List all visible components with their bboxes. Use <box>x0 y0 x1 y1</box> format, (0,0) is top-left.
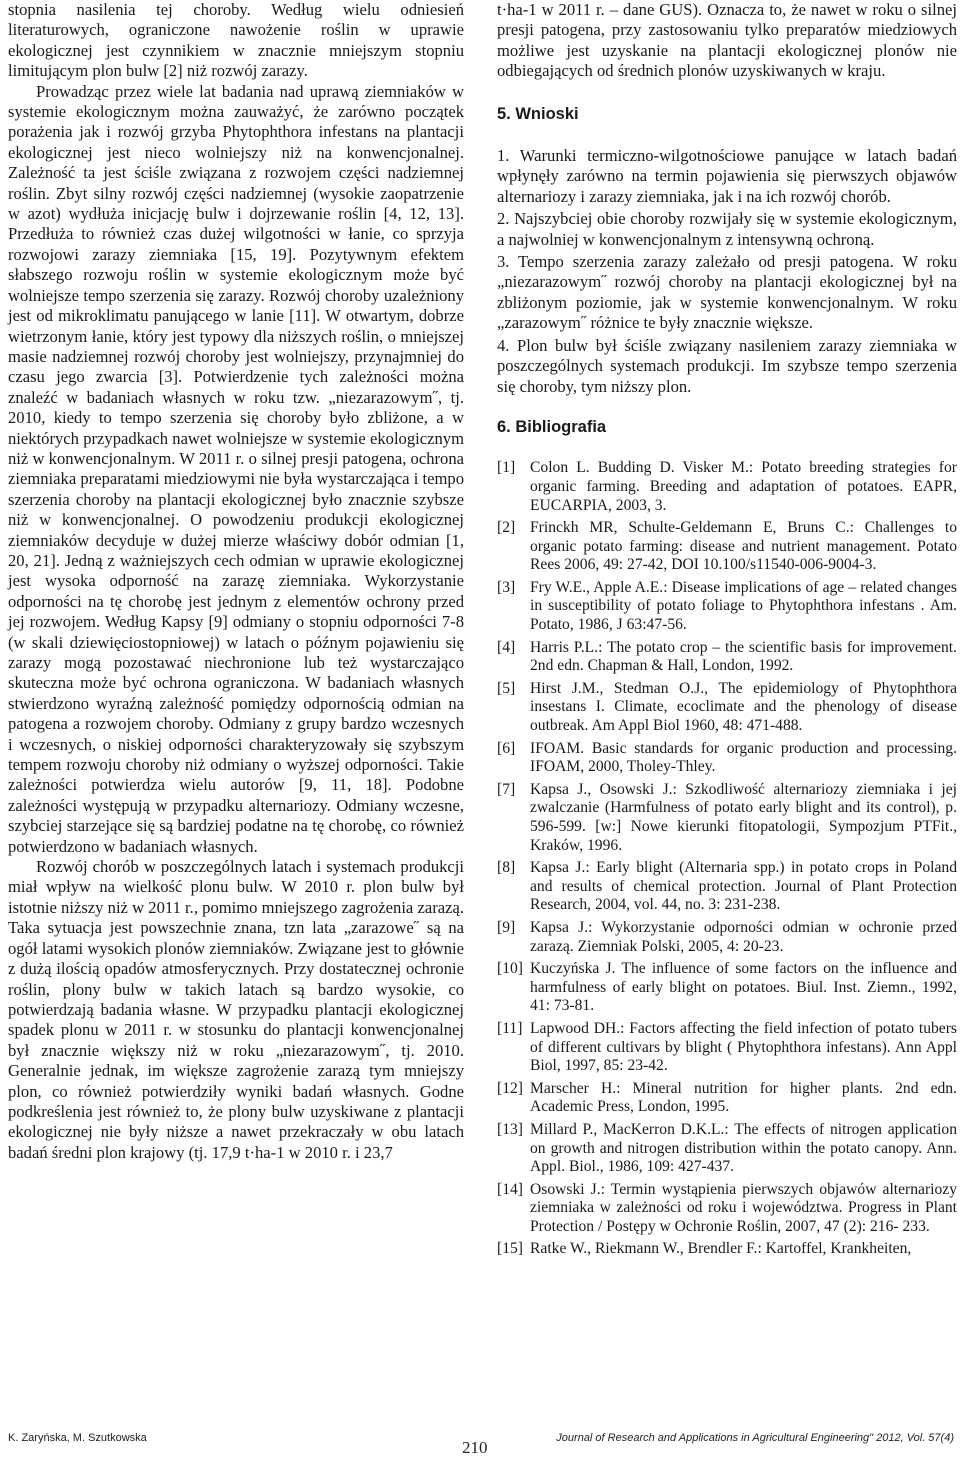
reference-number: [13] <box>497 1120 523 1138</box>
reference-item <box>497 960 957 1016</box>
reference-item <box>497 1121 957 1177</box>
right-column <box>497 0 957 1263</box>
footer-journal: Journal of Research and Applications in Agricultural Engineering" 2012, Vol. 57(4) <box>556 1432 954 1444</box>
reference-list <box>497 459 957 1259</box>
reference-number: [11] <box>497 1019 523 1037</box>
reference-item <box>497 1020 957 1076</box>
reference-item <box>497 1181 957 1237</box>
reference-text: Kapsa J.: Early blight (Alternaria spp.) in potato crops in Poland and results of chemical protection. Journal of Plant Protection Research, 2004, vol. 44, no. 3: 231-238. <box>530 859 957 914</box>
page-number: 210 <box>462 1438 488 1457</box>
reference-item <box>497 519 957 575</box>
reference-number: [6] <box>497 739 516 757</box>
reference-item <box>497 859 957 915</box>
reference-number: [5] <box>497 679 516 697</box>
reference-text: Harris P.L.: The potato crop – the scientific basis for improvement. 2nd edn. Chapman & Hall, London, 1992. <box>530 638 957 675</box>
reference-item <box>497 1240 957 1259</box>
reference-text: Osowski J.: Termin wystąpienia pierwszych objawów alternariozy ziemniaka w zależności od roku i województwa. Progress in Plant Protection / Postępy w Ochronie Roślin, 2007, 47 (2): 216- 233. <box>530 1180 957 1235</box>
bibliography-heading: 6. Bibliografia <box>497 417 607 436</box>
footer-authors: K. Zaryńska, M. Szutkowska <box>8 1432 147 1444</box>
conclusions-list <box>497 146 957 397</box>
reference-text: Kapsa J.: Wykorzystanie odporności odmian w ochronie przed zarazą. Ziemniak Polski, 2005, 4: 20-23. <box>530 918 957 955</box>
reference-item <box>497 459 957 515</box>
reference-item <box>497 781 957 855</box>
reference-item <box>497 579 957 635</box>
reference-text: Colon L. Budding D. Visker M.: Potato breeding strategies for organic farming. Breeding and adaptation of potatoes. EAPR, EUCARPIA, 2003, 3. <box>530 459 957 514</box>
reference-item <box>497 740 957 777</box>
reference-item <box>497 680 957 736</box>
reference-number: [7] <box>497 780 516 798</box>
reference-text: Kuczyńska J. The influence of some factors on the influence and harmfulness of early blight on potatoes. Biul. Inst. Ziemn., 1992, 41: 73-81. <box>530 960 957 1015</box>
paragraph-yield: Rozwój chorób w poszczególnych latach i systemach produkcji miał wpływ na wielkość plonu bulw. W 2010 r. plon bulw był istotnie niższy niż w 2011 r., pomimo mniejszego zagrożenia zarazą. Taka sytuacja jest powszechnie znana, tzn lata „zarazowe˝ są na ogół latami wysokich plonów ziemniaków. Związane jest to głównie z dużą ilością opadów atmosferycznych. Przy dostatecznej ochronie roślin, plony bulw w takich latach są bardzo wysokie, co potwierdzają badania własne. W przypadku plantacji ekologicznej spadek plonu w 2011 r. w stosunku do plantacji konwencjonalnej był znacznie większy niż w roku „niezarazowym˝, tj. 2010. Generalnie jednak, im większe zagrożenie zarazą tym mniejszy plon, co również potwierdziły wyniki badań własnych. Godne podkreślenia jest również to, że plony bulw uzyskiwane z plantacji ekologicznej nie były niższe a nawet przekraczały w obu latach badań średni plon krajowy (tj. 17,9 t·ha-1 w 2010 r. i 23,7 <box>8 857 464 1162</box>
reference-text: Ratke W., Riekmann W., Brendler F.: Kartoffel, Krankheiten, <box>530 1240 912 1258</box>
reference-number: [12] <box>497 1079 523 1097</box>
reference-number: [4] <box>497 638 516 656</box>
conclusion-item: 1. Warunki termiczno-wilgotnościowe panujące w latach badań wpłynęły zarówno na termin pojawienia się pierwszych objawów alternariozy i zarazy ziemniaka, jak i na ich rozwój chorób. <box>497 146 957 206</box>
reference-text: Millard P., MacKerron D.K.L.: The effects of nitrogen application on growth and nitrogen distribution within the potato canopy. Ann. Appl. Biol., 1986, 109: 427-437. <box>530 1120 957 1176</box>
reference-number: [3] <box>497 578 516 596</box>
reference-text: Lapwood DH.: Factors affecting the field infection of potato tubers of different cultivars by blight ( Phytophthora infestans). Ann Appl Biol, 1997, 85: 23-42. <box>530 1019 957 1075</box>
paragraph-intro: t·ha-1 w 2011 r. – dane GUS). Oznacza to, że nawet w roku o silnej presji patogena, przy zastosowaniu tylko preparatów miedziowych możliwe jest uzyskanie na plantacji ekologicznej plonów nie odbiegających od średnich plonów uzyskiwanych w kraju. <box>497 0 957 81</box>
reference-text: Fry W.E., Apple A.E.: Disease implications of age – related changes in susceptibility of potato foliage to Phytophthora infestans . Am. Potato, 1986, J 63:47-56. <box>530 578 957 634</box>
reference-text: Kapsa J., Osowski J.: Szkodliwość alternariozy ziemniaka i jej zwalczanie (Harmfulness of potato early blight and its control), p. 596-599. [w:] Nowe kierunki fitopatologii, Sympozjum PTFit., Kraków, 1996. <box>530 780 957 854</box>
reference-number: [8] <box>497 859 516 877</box>
paragraph-continuation: stopnia nasilenia tej choroby. Według wielu odniesień literaturowych, ograniczone nawożenie roślin w uprawie ekologicznej jest czynnikiem w znacznie mniejszym stopniu limitującym plon bulw [2] niż rozwój zarazy. <box>8 0 464 81</box>
reference-item <box>497 639 957 676</box>
conclusions-heading: 5. Wnioski <box>497 104 579 123</box>
reference-text: IFOAM. Basic standards for organic production and processing. IFOAM, 2000, Tholey-Thley. <box>530 739 957 776</box>
conclusion-item: 3. Tempo szerzenia zarazy zależało od presji patogena. W roku „niezarazowym˝ rozwój choroby na plantacji ekologicznej był na zbliżonym poziomie, jak w systemie konwencjonalnym. W roku „zarazowym˝ różnice te były znacznie większe. <box>497 252 957 333</box>
reference-number: [1] <box>497 459 516 477</box>
paragraph-discussion: Prowadząc przez wiele lat badania nad uprawą ziemniaków w systemie ekologicznym można zauważyć, że zarówno początek porażenia jak i rozwój grzyba Phytophthora infestans na plantacji ekologicznej jest nieco wolniejszy niż na konwencjonalnej. Zależność ta jest ściśle związana z rozwojem części nadziemnej roślin. Zbyt silny rozwój części nadziemnej (wysokie zaopatrzenie w azot) wydłuża inicjację bulw i dojrzewanie roślin [4, 12, 13]. Przedłuża to również czas dużej wilgotności w łanie, co sprzyja rozwojowi zarazy ziemniaka [15, 19]. Pozytywnym efektem słabszego rozwoju roślin w systemie ekologicznym może być wolniejsze tempo szerzenia się zarazy. Rozwój choroby uzależniony jest od mikroklimatu panującego w lanie [11]. W otwartym, dobrze wietrzonym łanie, który jest typowy dla niższych roślin, o mniejszej masie nadziemnej rozwój choroby jest wolniejszy, przynajmniej do czasu jego zwarcia [3]. Potwierdzenie tych zależności można znaleźć w badaniach własnych w roku tzw. „niezarazowym˝, tj. 2010, kiedy to tempo szerzenia się choroby było zbliżone, a w niektórych przypadkach nawet wolniejsze w systemie ekologicznym niż w konwencjonalnym. W 2011 r. o silnej presji patogena, ochrona ziemniaka preparatami miedziowymi nie była wystarczająca i tempo szerzenia choroby na plantacji ekologicznej było znacznie szybsze niż w konwencjonalnej. O powodzeniu produkcji ekologicznej ziemniaków decyduje w dużej mierze właściwy dobór odmian [1, 20, 21]. Jedną z ważniejszych cech odmian w uprawie ekologicznej jest wysoka odporność na zarazę ziemniaka. Wykorzystanie odporności na tę chorobę jest jednym z elementów ochrony przed jej rozwojem. Według Kapsy [9] odmiany o stopniu odporności 7-8 (w skali dziewięciostopniowej) w latach o późnym pojawieniu się zarazy mogą pozostawać niechronione lub też wystarczająco skuteczna może być ochrona ograniczona. W badaniach własnych stwierdzono wyraźną zależność pomiędzy odpornością odmian na patogena a rozwojem choroby. Odmiany z grupy bardzo wczesnych i wczesnych, o niskiej odporności charakteryzowały się szybszym tempem rozwoju choroby niż odmiany o wyższej odporności. Takie zależności potwierdza wielu autorów [9, 11, 18]. Podobne zależności występują w przypadku alternariozy. Odmiany wczesne, szybciej starzejące się są bardziej podatne na tę chorobę, co również potwierdzono w badaniach własnych. <box>8 81 464 856</box>
reference-item <box>497 919 957 956</box>
left-column <box>8 0 464 1163</box>
conclusion-item: 4. Plon bulw był ściśle związany nasileniem zarazy ziemniaka w poszczególnych systemach produkcji. Im szybsze tempo szerzenia się choroby, tym niższy plon. <box>497 335 957 396</box>
reference-number: [9] <box>497 918 516 936</box>
reference-item <box>497 1080 957 1117</box>
reference-number: [2] <box>497 519 516 537</box>
conclusion-item: 2. Najszybciej obie choroby rozwijały się w systemie ekologicznym, a najwolniej w konwencjonalnym z intensywną ochroną. <box>497 209 957 249</box>
reference-number: [15] <box>497 1240 523 1258</box>
reference-text: Hirst J.M., Stedman O.J., The epidemiology of Phytophthora insestans I. Climate, ecoclimate and the phenology of disease outbreak. Am Appl Biol 1960, 48: 471-488. <box>530 679 957 735</box>
reference-text: Marscher H.: Mineral nutrition for higher plants. 2nd edn. Academic Press, London, 1995. <box>530 1079 957 1116</box>
reference-text: Frinckh MR, Schulte-Geldemann E, Bruns C.: Challenges to organic potato farming: disease and nutrient management. Potato Rees 2006, 49: 27-42, DOI 10.100/s11540-006-9004-3. <box>530 519 957 574</box>
reference-number: [10] <box>497 960 523 978</box>
reference-number: [14] <box>497 1180 523 1198</box>
